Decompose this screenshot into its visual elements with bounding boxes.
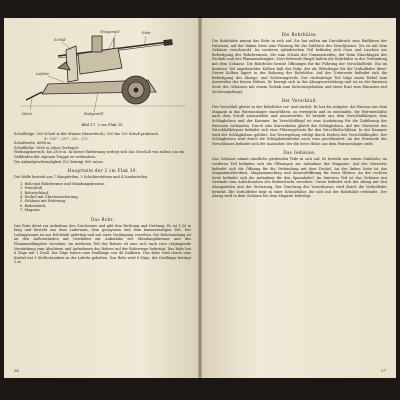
figure-label: Schild [54, 38, 66, 42]
figure-flak-gun [14, 28, 191, 120]
book-gutter [198, 18, 202, 378]
right-page [200, 18, 396, 378]
barrel-text: Das Rohr dient zur Aufnahme des Geschosses und gibt ihm Richtung und Drehung. Es ist 1,30 m lang und besteht aus dem Laderaum, dem gezogenen und dem kammerartigen Teil. Der Ladungsraum ist aus Edelstahl gefertigt und mit einer Verjüngung versehen. Die Rohrwandung ist an den Außenwänden mit Gewinden zur Aufnahme der Mündungsbremse und des Flammendämpfers versehen. Im mittleren Teil des Rohres ist eine sich nach vorn verjüngende Verstärkung zum Abstützen und Aufnehmen des Rohres auf der Rohrwiege befestigt. Das Rohr hat 8 Züge mit 1 Drall. Die Züge haben eine Drallänge von 48 Kalibern. Das Rohr wird durch eine Kurbel mit 5 Stellschrauben in der Lafette gehalten. Das Rohr wird 8 Züge, der Drallänge beträgt 2 m. [14, 223, 191, 265]
housing-text: Das Gehäuse nimmt sämtliche gleitenden Teile in sich auf. Es besteht aus einem Stahlrohr, im vorderen Teil befinden sich die Öffnungen zur Aufnahme der Magazine. Auf der Oberseite befindet sich die Öffnung für die Verbindung mit dem Deckel. An der linken Seite ist das Magazinhalterstück, Magazinanschlag und Auswurföffnung für leere Hülsen. An der rechten Seite befindet sich die Aufnahme für den Spannhebel. Im hinteren Teil ist das Gehäuse mit Gewinde zum Aufschrauben des Bodenstücks versehen. Unten befindet sich der Abzug mit den Abzugsteilen und der Sicherung. Der Durchzug des Verschlusses wird durch die Vorholfeder bewirkt. Die Vorholfeder liegt in einer Schutzhülse, die sich mit der Rohrhülse verbindet. Der Abzug wird in dem Gehäuse bei dem Magazin befestigt. [212, 157, 387, 199]
heading-barrel-sleeve: Die Rohrhülse. [281, 32, 318, 37]
figure-label: Wiegenteil [100, 30, 120, 34]
book-spread [4, 18, 396, 378]
left-page [4, 18, 200, 378]
figure-label: Holm [22, 112, 32, 116]
page-number: 26 [14, 368, 19, 373]
barrel-sleeve-text: Die Rohrhülse nimmt das Rohr in sich auf. Sie hat außen am Durchbruch zum Einführen der Patronen, auf der linken Seite eine Führung für die Zuführer des Verschlusses. Sie ist mit dem Gehäuse verschraubt. Im vorderen zylindrischen Teil befinden sich Ösen und Laschen zur Befestigung der Rohrbremsen, die zum Schutz der Gummistreifen, der beim Einschlagen des Deckels und der Flammendämpfer. Zwei federnde Riegel halten die Rohrhülse in der Verbindung mit dem Gehäuse. Die Rohrhülse besitzt Öffnungen für die Führung der Verschlußteile. Ein im hinteren Teil angebrachter Kolben hält das Rohr, der als Widerlager für die Vorholfeder dient. Dieser Kolben lagert in der Bohrung der Rohrhülse. Auf der Unterseite befindet sich die Befestigung des Abzugs- und Sicherungsteils. Der rückwärtige Teil trägt einen Hebel zum Auswerfen der leeren Hülsen. Er bewegt sich in der Abzugsvorrichtung und ist an der hinteren Seite des Gehäuses mit einem Gelenk zum Sicherungsbolzen und einer Rast zum Einrasten mit Sicherungsbügel. [212, 39, 387, 94]
spec-velocity: Die Anlaufgeschwindigkeit (V₀) beträgt 900 m/sec. [14, 159, 105, 164]
page-number: 27 [381, 368, 386, 373]
spec-range: Schußweite: 4800 m. [14, 141, 52, 146]
spec-effective-range: Wirkungsbereich: bis 2500 m. In dieser Entfernung zerlegt sich das Geschoß von selbst, um ein Gefährden der eigenen Truppe zu verhindern. [14, 150, 185, 159]
spec-rate-of-fire: Schußfolge: 280 Schuß in der Minute (theoretisch), 100 bis 120 Schuß praktisch. [14, 132, 159, 136]
list-item: 1. Rohr mit Rohrbremse und Mündungsbremse, [20, 181, 106, 186]
list-item: 7. Magazin. [20, 208, 41, 213]
handwritten-note: Ri. 100° - 120°, 220 - 223 [44, 136, 88, 141]
figure-label: Radgestell [84, 112, 104, 116]
main-parts-intro: Die Waffe besteht aus 7 Hauptteilen, 3 Schulterstützen und 4 Sonderteilen. [14, 175, 149, 180]
list-item: 6. Bodenstück, [20, 203, 47, 208]
list-item: 5. Gehäuse mit Federung, [20, 199, 67, 204]
list-item: 3. Rohrrücklauf, [20, 190, 49, 195]
figure-label: Rohr [142, 31, 151, 35]
heading-housing: Das Gehäuse. [283, 150, 316, 156]
list-item: 2. Verschluß, [20, 186, 44, 191]
spec-ceiling: Schußhöhe: 3800 m (ohne Zerleger). [14, 145, 80, 150]
heading-breech: Der Verschluß. [281, 98, 318, 104]
figure-caption: Bild 17. 2 cm Flak 30. [81, 122, 124, 127]
figure-label: Lafette [36, 72, 50, 76]
parts-list [20, 182, 191, 213]
breech-text: Der Verschluß gleitet in der Rohrhülse vor- und zurück. Er hat die Aufgabe, die Patrone aus dem Magazin in das Patronenlager einzuführen, zu verriegeln und zu entzünden, die Patronenhülse nach dem Schuß auszuziehen und auszuwerfen. Er besteht aus dem Verschlußkörper, dem Schlagbolzen und der Kammer. Im Verschlußkopf ist eine Ausfräsung für die Zuführung der Patronen vorhanden. Durch eine Kurvenbahn gleitet der Schlagbolzen. Auf der Oberseite des Verschlußkörpers befindet sich eine Führungsleiste für den Verschlußschlitten. In der Kammer wird der Schlagbolzen geführt. Die Verriegelung erfolgt durch Drehen des Verschlußkopfes. Der Schlagbolzen wird durch die Schlagbolzenfeder nach vorn geschleudert. An der Stirnseite des Verschlusses befindet sich der Auszieher, der die leere Hülse aus dem Patronenlager zieht. [212, 105, 387, 146]
heading-main-parts: Hauptteile der 2 cm Flak 30. [67, 168, 138, 174]
list-item: 4. Deckel mit Überlastsicherung, [20, 194, 79, 199]
heading-barrel: Das Rohr. [90, 216, 115, 222]
